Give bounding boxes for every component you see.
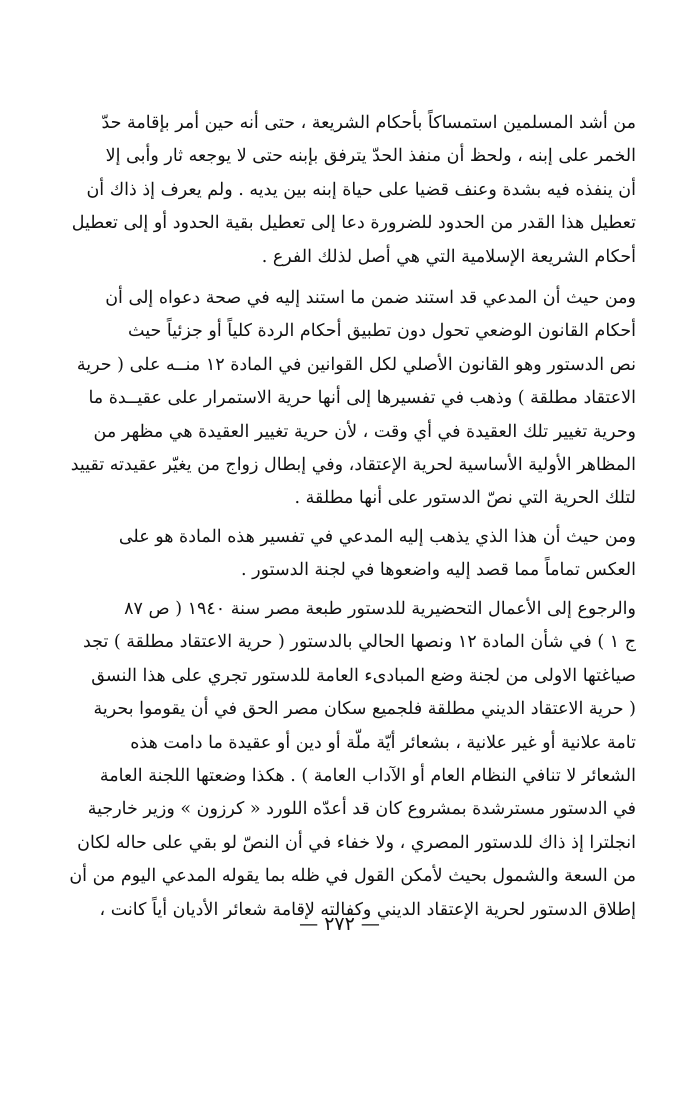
text-line: إطلاق الدستور لحرية الإعتقاد الديني وكفالته لإقامة شعائر الأديان أياً كانت ، (99, 899, 636, 920)
text-line: والرجوع إلى الأعمال التحضيرية للدستور طبعة مصر سنة ١٩٤٠ ( ص ٨٧ (124, 599, 636, 619)
text-line: ومن حيث أن المدعي قد استند ضمن ما استند إليه في صحة دعواه إلى أن (105, 288, 636, 308)
page-number: — ٢٧٢ — (299, 913, 380, 935)
text-line: نص الدستور وهو القانون الأصلي لكل القوانين في المادة ١٢ منــه على ( حرية (76, 354, 636, 375)
paragraph-3 (62, 521, 636, 588)
text-line: تامة علانية أو غير علانية ، بشعائر أيّة ملّة أو دين أو عقيدة ما دامت هذه (130, 732, 636, 753)
paragraph-1 (62, 107, 636, 274)
text-line: تعطيل هذا القدر من الحدود للضرورة دعا إلى تعطيل بقية الحدود أو إلى تعطيل (71, 213, 636, 234)
text-line: انجلترا إذ ذاك للدستور المصري ، ولا خفاء في أن النصّ لو بقي على حاله لكان (77, 832, 636, 853)
text-line: من السعة والشمول بحيث لأمكن القول في ظله بما يقوله المدعي اليوم من أن (69, 866, 636, 887)
text-line: الخمر على إبنه ، ولحظ أن منفذ الحدّ يترفق بإبنه حتى لا يوجعه ثار وأبى إلا (105, 146, 636, 167)
text-line: أحكام الشريعة الإسلامية التي هي أصل لذلك الفرع . (261, 246, 636, 267)
text-line: لتلك الحرية التي نصّ الدستور على أنها مطلقة . (294, 488, 636, 509)
text-line: من أشد المسلمين استمساكاً بأحكام الشريعة ، حتى أنه حين أمر بإقامة حدّ (101, 113, 636, 133)
text-line: في الدستور مسترشدة بمشروع كان قد أعدّه اللورد « كرزون » وزير خارجية (87, 799, 636, 820)
text-line: وحرية تغيير تلك العقيدة في أي وقت ، لأن حرية تغيير العقيدة هي مظهر من (93, 421, 636, 442)
text-line: الشعائر لا تنافي النظام العام أو الآداب العامة ) . هكذا وضعتها اللجنة العامة (99, 765, 636, 786)
text-line: أحكام القانون الوضعي تحول دون تطبيق أحكام الردة كلياً أو جزئياً حيث (128, 321, 636, 342)
text-line: ج ١ ) في شأن المادة ١٢ ونصها الحالي بالدستور ( حرية الاعتقاد مطلقة ) تجد (82, 632, 636, 653)
text-line: أن ينفذه فيه بشدة وعنف قضيا على حياة إبنه بين يديه . ولم يعرف إذ ذاك أن (86, 179, 636, 200)
text-line: ( حرية الاعتقاد الديني مطلقة فلجميع سكان مصر الحق في أن يقوموا بحرية (93, 699, 636, 720)
text-line: الاعتقاد مطلقة ) وذهب في تفسيرها إلى أنها حرية الاستمرار على عقيــدة ما (88, 388, 636, 409)
text-line: صياغتها الاولى من لجنة وضع المبادىء العامة للدستور تجري على هذا النسق (91, 665, 636, 686)
text-line: ومن حيث أن هذا الذي يذهب إليه المدعي في تفسير هذه المادة هو على (118, 527, 636, 547)
paragraph-4 (62, 593, 636, 927)
text-line: العكس تماماً مما قصد إليه واضعوها في لجنة الدستور . (241, 560, 636, 581)
paragraph-2 (62, 282, 636, 516)
text-line: المظاهر الأولية الأساسية لحرية الإعتقاد، وفي إبطال زواج من يغيّر عقيدته تقييد (70, 454, 636, 475)
